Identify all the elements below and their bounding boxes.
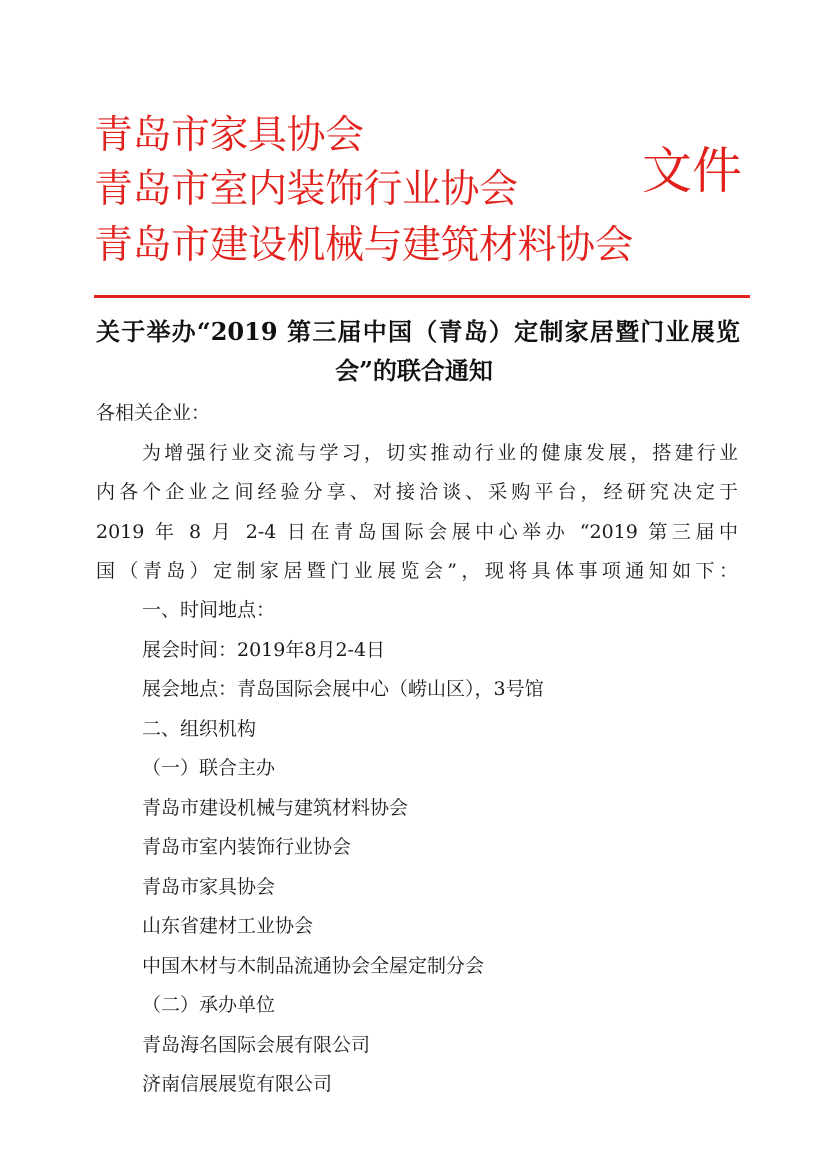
exhibition-location: 展会地点：青岛国际会展中心（崂山区），3号馆 [142, 678, 544, 700]
header-organization-2: 青岛市室内装饰行业协会 [94, 167, 518, 212]
subsection-heading-undertakers: （二）承办单位 [142, 994, 276, 1016]
co-organizer-item: 青岛市建设机械与建筑材料协会 [142, 797, 409, 819]
document-mark: 文件 [642, 142, 742, 200]
undertaker-item: 济南信展展览有限公司 [142, 1073, 333, 1095]
paragraph-line-2: 内各个企业之间经验分享、对接洽谈、采购平台，经研究决定于 [96, 481, 738, 503]
co-organizer-item: 中国木材与木制品流通协会全屋定制分会 [142, 955, 485, 977]
red-divider-line [94, 295, 750, 298]
salutation: 各相关企业： [96, 402, 211, 424]
paragraph-line-3: 2019 年 8 月 2-4 日在青岛国际会展中心举办 “2019 第三届中 [96, 521, 738, 543]
paragraph-line-4: 国（青岛）定制家居暨门业展览会”，现将具体事项通知如下： [96, 560, 738, 582]
section-heading-organization: 二、组织机构 [142, 718, 257, 740]
notice-title-line-1: 关于举办“2019 第三届中国（青岛）定制家居暨门业展览 [96, 317, 740, 346]
notice-title-line-2: 会”的联合通知 [335, 356, 493, 385]
section-heading-time-location: 一、时间地点： [142, 599, 276, 621]
co-organizer-item: 青岛市家具协会 [142, 876, 276, 898]
co-organizer-item: 青岛市室内装饰行业协会 [142, 836, 352, 858]
header-organization-3: 青岛市建设机械与建筑材料协会 [94, 223, 634, 268]
undertaker-item: 青岛海名国际会展有限公司 [142, 1034, 371, 1056]
co-organizer-item: 山东省建材工业协会 [142, 915, 314, 937]
header-organization-1: 青岛市家具协会 [94, 113, 364, 158]
subsection-heading-co-organizers: （一）联合主办 [142, 757, 276, 779]
paragraph-line-1: 为增强行业交流与学习，切实推动行业的健康发展，搭建行业 [142, 442, 738, 464]
exhibition-time: 展会时间：2019年8月2-4日 [142, 639, 386, 661]
